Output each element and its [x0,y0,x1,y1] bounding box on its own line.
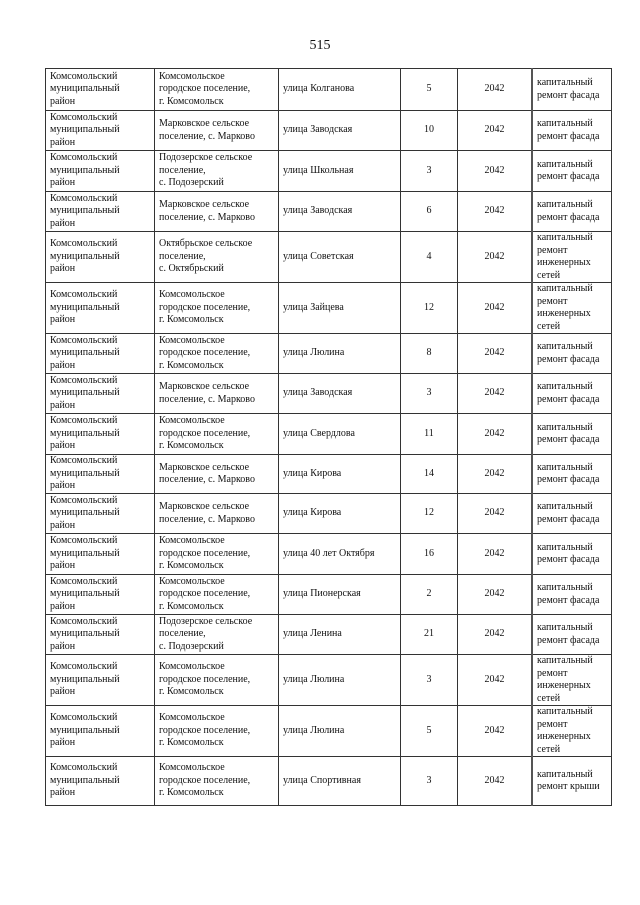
work-type-cell [532,575,612,615]
work-type-cell [532,69,612,111]
work-type-cell [532,334,612,374]
year-cell [458,455,533,494]
settlement-cell-text: Марковское сельское поселение, с. Марково [159,381,255,405]
house-number-cell-text: 3 [426,164,432,176]
house-number-cell-text: 14 [424,467,434,479]
settlement-cell [155,655,279,706]
house-number-cell-text: 3 [426,774,432,786]
house-number-cell [401,534,458,575]
house-number-cell-text: 21 [424,628,434,640]
table-row [46,151,612,192]
work-type-cell-text: капитальный ремонт инженерных сетей [537,655,593,704]
settlement-cell [155,615,279,655]
district-cell [46,494,155,534]
house-number-cell [401,494,458,534]
year-cell [458,69,533,111]
year-cell-text: 2042 [484,724,505,736]
year-cell-text: 2042 [484,507,505,519]
settlement-cell [155,232,279,283]
street-cell [279,706,401,757]
settlement-cell-text: Подозерское сельское поселение, с. Подозерский [159,615,253,652]
table-row [46,283,612,334]
settlement-cell [155,69,279,111]
settlement-cell-text: Подозерское сельское поселение, с. Подозерский [159,152,253,189]
district-cell [46,232,155,283]
district-cell [46,192,155,232]
year-cell [458,414,533,455]
district-cell [46,69,155,111]
settlement-cell [155,414,279,455]
work-type-cell [532,232,612,283]
settlement-cell-text: Комсомольское городское поселение, г. Комсомольск [159,762,251,799]
district-cell-text: Комсомольский муниципальный район [50,152,120,189]
work-type-cell [532,534,612,575]
year-cell [458,111,533,151]
work-type-cell-text: капитальный ремонт фасада [537,381,600,405]
year-cell-text: 2042 [484,83,505,95]
street-cell-text: улица Заводская [283,387,353,399]
district-cell [46,455,155,494]
street-cell [279,283,401,334]
settlement-cell-text: Марковское сельское поселение, с. Марково [159,118,255,142]
settlement-cell-text: Комсомольское городское поселение, г. Комсомольск [159,415,251,452]
district-cell [46,757,155,806]
work-type-cell-text: капитальный ремонт фасада [537,199,600,223]
house-number-cell [401,192,458,232]
year-cell [458,374,533,414]
table-row [46,494,612,534]
work-type-cell-text: капитальный ремонт инженерных сетей [537,283,593,332]
work-type-cell [532,757,612,806]
district-cell [46,575,155,615]
table-row [46,111,612,151]
street-cell [279,575,401,615]
work-type-cell-text: капитальный ремонт инженерных сетей [537,706,593,755]
table-row [46,706,612,757]
year-cell [458,757,533,806]
street-cell-text: улица Заводская [283,205,353,217]
year-cell-text: 2042 [484,547,505,559]
table-row [46,455,612,494]
work-type-cell [532,494,612,534]
table-row [46,575,612,615]
work-type-cell-text: капитальный ремонт фасада [537,501,600,525]
table-row [46,69,612,111]
house-number-cell [401,575,458,615]
work-type-cell-text: капитальный ремонт инженерных сетей [537,232,593,281]
settlement-cell-text: Комсомольское городское поселение, г. Комсомольск [159,575,251,612]
street-cell-text: улица Люлина [283,347,345,359]
district-cell-text: Комсомольский муниципальный район [50,374,120,411]
year-cell-text: 2042 [484,774,505,786]
street-cell-text: улица Зайцева [283,301,344,313]
work-type-cell-text: капитальный ремонт фасада [537,118,600,142]
settlement-cell-text: Комсомольское городское поселение, г. Комсомольск [159,289,251,326]
house-number-cell [401,706,458,757]
street-cell-text: улица Кирова [283,467,342,479]
house-number-cell [401,615,458,655]
year-cell [458,575,533,615]
year-cell [458,706,533,757]
district-cell-text: Комсомольский муниципальный район [50,762,120,799]
year-cell-text: 2042 [484,427,505,439]
year-cell [458,334,533,374]
street-cell [279,151,401,192]
work-type-cell-text: капитальный ремонт крыши [537,768,600,792]
table-row [46,655,612,706]
year-cell [458,151,533,192]
street-cell [279,655,401,706]
settlement-cell [155,283,279,334]
house-number-cell-text: 11 [424,427,434,439]
street-cell-text: улица Люлина [283,673,345,685]
year-cell-text: 2042 [484,164,505,176]
year-cell-text: 2042 [484,205,505,217]
work-type-cell [532,655,612,706]
table-row [46,232,612,283]
district-cell-text: Комсомольский муниципальный район [50,455,120,492]
year-cell-text: 2042 [484,301,505,313]
settlement-cell [155,111,279,151]
street-cell-text: улица Спортивная [283,774,361,786]
work-type-cell [532,706,612,757]
settlement-cell [155,151,279,192]
settlement-cell-text: Комсомольское городское поселение, г. Комсомольск [159,661,251,698]
house-number-cell-text: 4 [426,250,432,262]
street-cell [279,534,401,575]
year-cell [458,283,533,334]
house-number-cell-text: 16 [424,547,434,559]
house-number-cell-text: 6 [426,205,432,217]
district-cell [46,414,155,455]
house-number-cell [401,111,458,151]
house-number-cell-text: 2 [426,588,432,600]
settlement-cell-text: Марковское сельское поселение, с. Марково [159,461,255,485]
settlement-cell [155,334,279,374]
street-cell [279,111,401,151]
district-cell-text: Комсомольский муниципальный район [50,70,120,107]
district-cell-text: Комсомольский муниципальный район [50,111,120,148]
year-cell-text: 2042 [484,467,505,479]
table-row [46,334,612,374]
work-type-cell [532,455,612,494]
repair-schedule-table [45,68,612,806]
year-cell-text: 2042 [484,250,505,262]
district-cell-text: Комсомольский муниципальный район [50,238,120,275]
district-cell-text: Комсомольский муниципальный район [50,192,120,229]
street-cell-text: улица Кирова [283,507,342,519]
street-cell [279,374,401,414]
house-number-cell-text: 12 [424,301,434,313]
district-cell-text: Комсомольский муниципальный район [50,712,120,749]
street-cell [279,69,401,111]
district-cell-text: Комсомольский муниципальный район [50,535,120,572]
work-type-cell-text: капитальный ремонт фасада [537,158,600,182]
house-number-cell-text: 3 [426,387,432,399]
house-number-cell [401,374,458,414]
district-cell [46,374,155,414]
work-type-cell-text: капитальный ремонт фасада [537,541,600,565]
house-number-cell-text: 5 [426,724,432,736]
street-cell-text: улица 40 лет Октября [283,547,375,559]
work-type-cell [532,374,612,414]
year-cell [458,655,533,706]
work-type-cell-text: капитальный ремонт фасада [537,341,600,365]
house-number-cell-text: 10 [424,124,434,136]
year-cell-text: 2042 [484,387,505,399]
table-row [46,534,612,575]
settlement-cell-text: Марковское сельское поселение, с. Марково [159,199,255,223]
settlement-cell [155,455,279,494]
year-cell [458,232,533,283]
street-cell-text: улица Ленина [283,628,342,640]
street-cell [279,455,401,494]
district-cell [46,534,155,575]
work-type-cell [532,283,612,334]
table-row [46,192,612,232]
house-number-cell [401,151,458,192]
street-cell-text: улица Школьная [283,164,354,176]
street-cell [279,757,401,806]
page-number: 515 [309,38,331,53]
settlement-cell [155,374,279,414]
settlement-cell-text: Комсомольское городское поселение, г. Комсомольск [159,70,251,107]
settlement-cell-text: Марковское сельское поселение, с. Марково [159,501,255,525]
district-cell [46,655,155,706]
street-cell [279,615,401,655]
table-body [46,69,612,806]
house-number-cell [401,69,458,111]
house-number-cell [401,283,458,334]
street-cell [279,232,401,283]
district-cell-text: Комсомольский муниципальный район [50,615,120,652]
street-cell [279,414,401,455]
table-row [46,374,612,414]
work-type-cell [532,414,612,455]
house-number-cell-text: 12 [424,507,434,519]
district-cell [46,151,155,192]
settlement-cell [155,494,279,534]
district-cell-text: Комсомольский муниципальный район [50,575,120,612]
street-cell [279,192,401,232]
year-cell-text: 2042 [484,673,505,685]
settlement-cell-text: Комсомольское городское поселение, г. Комсомольск [159,334,251,371]
district-cell-text: Комсомольский муниципальный район [50,334,120,371]
street-cell-text: улица Советская [283,250,354,262]
table-row [46,414,612,455]
settlement-cell [155,534,279,575]
house-number-cell [401,757,458,806]
year-cell-text: 2042 [484,347,505,359]
house-number-cell [401,334,458,374]
district-cell-text: Комсомольский муниципальный район [50,289,120,326]
district-cell [46,283,155,334]
house-number-cell-text: 3 [426,673,432,685]
work-type-cell-text: капитальный ремонт фасада [537,461,600,485]
house-number-cell-text: 5 [426,83,432,95]
district-cell [46,706,155,757]
street-cell-text: улица Заводская [283,124,353,136]
district-cell [46,111,155,151]
settlement-cell-text: Комсомольское городское поселение, г. Комсомольск [159,535,251,572]
settlement-cell [155,757,279,806]
street-cell-text: улица Колганова [283,83,355,95]
work-type-cell-text: капитальный ремонт фасада [537,622,600,646]
street-cell-text: улица Пионерская [283,588,361,600]
settlement-cell-text: Октябрьское сельское поселение, с. Октябрьский [159,238,253,275]
district-cell [46,615,155,655]
year-cell-text: 2042 [484,124,505,136]
street-cell [279,494,401,534]
year-cell [458,534,533,575]
work-type-cell [532,151,612,192]
district-cell-text: Комсомольский муниципальный район [50,494,120,531]
house-number-cell [401,455,458,494]
house-number-cell-text: 8 [426,347,432,359]
year-cell [458,494,533,534]
year-cell-text: 2042 [484,588,505,600]
settlement-cell [155,192,279,232]
table-row [46,615,612,655]
street-cell-text: улица Люлина [283,724,345,736]
work-type-cell-text: капитальный ремонт фасада [537,582,600,606]
year-cell-text: 2042 [484,628,505,640]
house-number-cell [401,232,458,283]
house-number-cell [401,655,458,706]
settlement-cell [155,706,279,757]
district-cell-text: Комсомольский муниципальный район [50,661,120,698]
work-type-cell [532,192,612,232]
work-type-cell-text: капитальный ремонт фасада [537,421,600,445]
work-type-cell-text: капитальный ремонт фасада [537,77,600,101]
settlement-cell [155,575,279,615]
work-type-cell [532,111,612,151]
street-cell [279,334,401,374]
table-row [46,757,612,806]
house-number-cell [401,414,458,455]
street-cell-text: улица Свердлова [283,427,355,439]
year-cell [458,615,533,655]
district-cell [46,334,155,374]
district-cell-text: Комсомольский муниципальный район [50,415,120,452]
year-cell [458,192,533,232]
work-type-cell [532,615,612,655]
settlement-cell-text: Комсомольское городское поселение, г. Комсомольск [159,712,251,749]
